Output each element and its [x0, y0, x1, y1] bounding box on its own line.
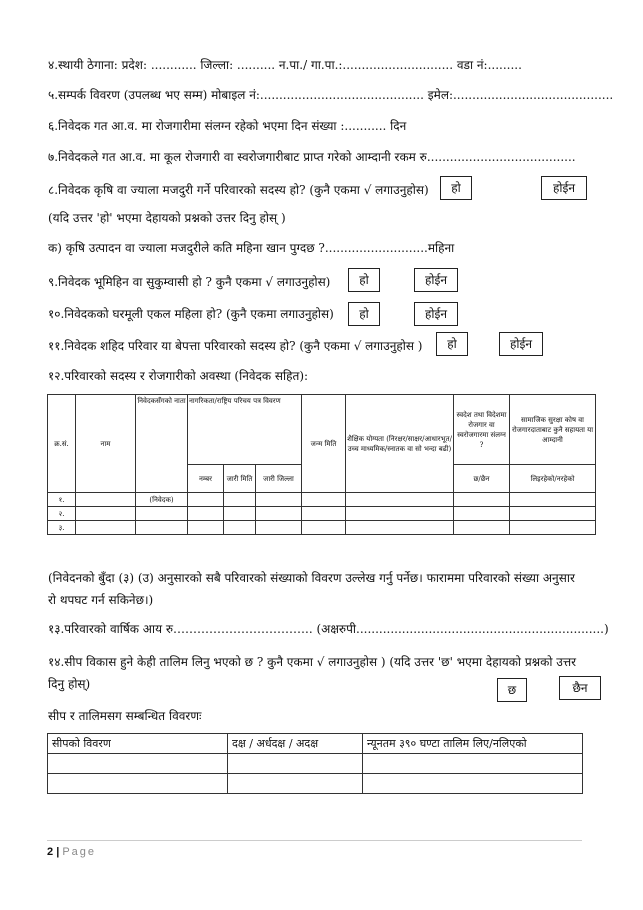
table-row: [48, 754, 583, 774]
q11-yes-checkbox[interactable]: हो: [436, 332, 468, 356]
name-cell[interactable]: [76, 521, 136, 535]
skill-col-description: सीपको विवरण: [48, 734, 228, 754]
row-sn: २.: [48, 507, 76, 521]
skill-training-cell[interactable]: [363, 774, 583, 794]
q14-no-checkbox[interactable]: छैन: [559, 676, 601, 700]
line-family-note-2: रो थपघट गर्न सकिनेछ।): [48, 593, 154, 607]
skill-level-cell[interactable]: [228, 774, 363, 794]
issue-district-cell[interactable]: [256, 493, 302, 507]
relation-cell[interactable]: [136, 521, 188, 535]
q8-no-checkbox[interactable]: होईन: [541, 176, 587, 200]
line-agriculture-question: ८.निवेदक कृषि वा ज्याला मजदुरी गर्ने परिवारको सदस्य हो? (कुनै एकमा √ लगाउनुहोस): [48, 183, 429, 197]
col-social-subheader: लिइरहेको/नरहेको: [510, 465, 596, 493]
name-cell[interactable]: [76, 493, 136, 507]
number-cell[interactable]: [188, 493, 224, 507]
issue-district-cell[interactable]: [256, 507, 302, 521]
dob-cell[interactable]: [302, 507, 346, 521]
q8-yes-checkbox[interactable]: हो: [440, 176, 472, 200]
col-education-header: शैक्षिक योग्यता (निरक्षर/साक्षर/आधारभूत/उच्च माध्यमिक/स्नातक वा सो भन्दा बढी): [346, 395, 454, 493]
col-domestic-header: स्वदेश तथा विदेशमा रोजगार वा स्वरोजगारमा संलग्न ?: [454, 395, 510, 465]
q9-no-checkbox[interactable]: होईन: [414, 268, 458, 292]
education-cell[interactable]: [346, 521, 454, 535]
line-employment-days: ६.निवेदक गत आ.व. मा रोजगारीमा संलग्न रहेको भएमा दिन संख्या :........... दिन: [48, 119, 407, 133]
q9-yes-checkbox[interactable]: हो: [348, 268, 380, 292]
q10-yes-checkbox[interactable]: हो: [348, 302, 380, 326]
number-cell[interactable]: [188, 521, 224, 535]
line-landless-question: ९.निवेदक भूमिहिन वा सुकुम्वासी हो ? कुनै एकमा √ लगाउनुहोस): [48, 275, 331, 289]
line-single-woman-question: १०.निवेदकको घरमूली एकल महिला हो? (कुनै एकमा लगाउनुहोस): [48, 307, 334, 321]
skill-description-cell[interactable]: [48, 754, 228, 774]
dob-cell[interactable]: [302, 493, 346, 507]
skill-col-training: न्यूनतम ३९० घण्टा तालिम लिए/नलिएको: [363, 734, 583, 754]
line-martyr-question: ११.निवेदक शहिद परिवार या बेपत्ता परिवारको सदस्य हो? (कुनै एकमा √ लगाउनुहोस ): [48, 339, 423, 353]
line-food-months: क) कृषि उत्पादन वा ज्याला मजदुरीले कति महिना खान पुग्दछ ?...........................महिना: [48, 241, 455, 255]
domestic-cell[interactable]: [454, 507, 510, 521]
col-issue-district-header: जारी जिल्ला: [256, 465, 302, 493]
line-contact: ५.सम्पर्क विवरण (उपलब्ध भए सम्म) मोबाइल नं:........................................... इमेल:..........................................: [48, 88, 614, 102]
col-sn-header: क्र.सं.: [48, 395, 76, 493]
col-relation-header: निवेदकसँगको नाता: [136, 395, 188, 493]
skill-table: [47, 733, 583, 794]
social-cell[interactable]: [510, 521, 596, 535]
education-cell[interactable]: [346, 507, 454, 521]
issue-district-cell[interactable]: [256, 521, 302, 535]
line-training-question: १४.सीप विकास हुने केही तालिम लिनु भएको छ ? कुनै एकमा √ लगाउनुहोस ) (यदि उत्तर 'छ' भएमा देहायको प्रश्नको उत्तर: [48, 655, 577, 669]
line-family-heading: १२.परिवारको सदस्य र रोजगारीको अवस्था (निवेदक सहित):: [48, 369, 309, 383]
page-label: Page: [62, 846, 97, 858]
col-number-header: नम्बर: [188, 465, 224, 493]
row-sn: ३.: [48, 521, 76, 535]
footer-divider: [47, 840, 582, 841]
col-social-header: सामाजिक सुरक्षा कोष वा रोजगारदाताबाट कुनै सहायता या आम्दानी: [510, 395, 596, 465]
table-row: [48, 493, 596, 507]
name-cell[interactable]: [76, 507, 136, 521]
col-dob-header: जन्म मिति: [302, 395, 346, 493]
skill-col-level: दक्ष / अर्धदक्ष / अदक्ष: [228, 734, 363, 754]
skill-description-cell[interactable]: [48, 774, 228, 794]
social-cell[interactable]: [510, 507, 596, 521]
domestic-cell[interactable]: [454, 521, 510, 535]
number-cell[interactable]: [188, 507, 224, 521]
skill-level-cell[interactable]: [228, 754, 363, 774]
q10-no-checkbox[interactable]: होईन: [414, 302, 458, 326]
issue-date-cell[interactable]: [224, 493, 256, 507]
row-sn: १.: [48, 493, 76, 507]
line-permanent-address: ४.स्थायी ठेगाना: प्रदेश: ............ जिल्ला: .......... न.पा./ गा.पा.:............................. वडा नं:.........: [48, 58, 522, 72]
line-training-note: दिनु होस्): [48, 677, 91, 691]
line-family-note-1: (निवेदनको बुँदा (३) (उ) अनुसारको सबै परिवारको संख्याको विवरण उल्लेख गर्नु पर्नेछ। फाराममा परिवारको संख्या अनुसार: [48, 571, 575, 585]
col-domestic-subheader: छ/छैन: [454, 465, 510, 493]
footer-separator: |: [56, 846, 60, 858]
issue-date-cell[interactable]: [224, 521, 256, 535]
table-row: [48, 774, 583, 794]
family-table: [47, 394, 596, 535]
skill-training-cell[interactable]: [363, 754, 583, 774]
line-skill-heading: सीप र तालिमसग सम्बन्धित विवरणः: [48, 709, 202, 723]
col-citizenship-header: नागरिकता/राष्ट्रिय परिचय पत्र विवरण: [188, 395, 302, 465]
education-cell[interactable]: [346, 493, 454, 507]
relation-cell[interactable]: [136, 507, 188, 521]
social-cell[interactable]: [510, 493, 596, 507]
q14-yes-checkbox[interactable]: छ: [497, 678, 527, 702]
dob-cell[interactable]: [302, 521, 346, 535]
relation-cell[interactable]: (निवेदक): [136, 493, 188, 507]
line-annual-income: १३.परिवारको वार्षिक आय रु…………………………….. (अक्षरुपी.................................................................): [48, 622, 609, 636]
page-number: 2: [47, 846, 54, 858]
issue-date-cell[interactable]: [224, 507, 256, 521]
line-agriculture-note: (यदि उत्तर 'हो' भएमा देहायको प्रश्नको उत्तर दिनु होस् ): [48, 211, 286, 225]
table-row: [48, 521, 596, 535]
line-income-amount: ७.निवेदकले गत आ.व. मा कूल रोजगारी वा स्वरोजगारीबाट प्राप्त गरेको आम्दानी रकम रु.......................................: [48, 150, 576, 164]
table-row: [48, 507, 596, 521]
q11-no-checkbox[interactable]: होईन: [499, 332, 543, 356]
col-issue-date-header: जारी मिति: [224, 465, 256, 493]
domestic-cell[interactable]: [454, 493, 510, 507]
col-name-header: नाम: [76, 395, 136, 493]
page-footer: [47, 846, 96, 858]
